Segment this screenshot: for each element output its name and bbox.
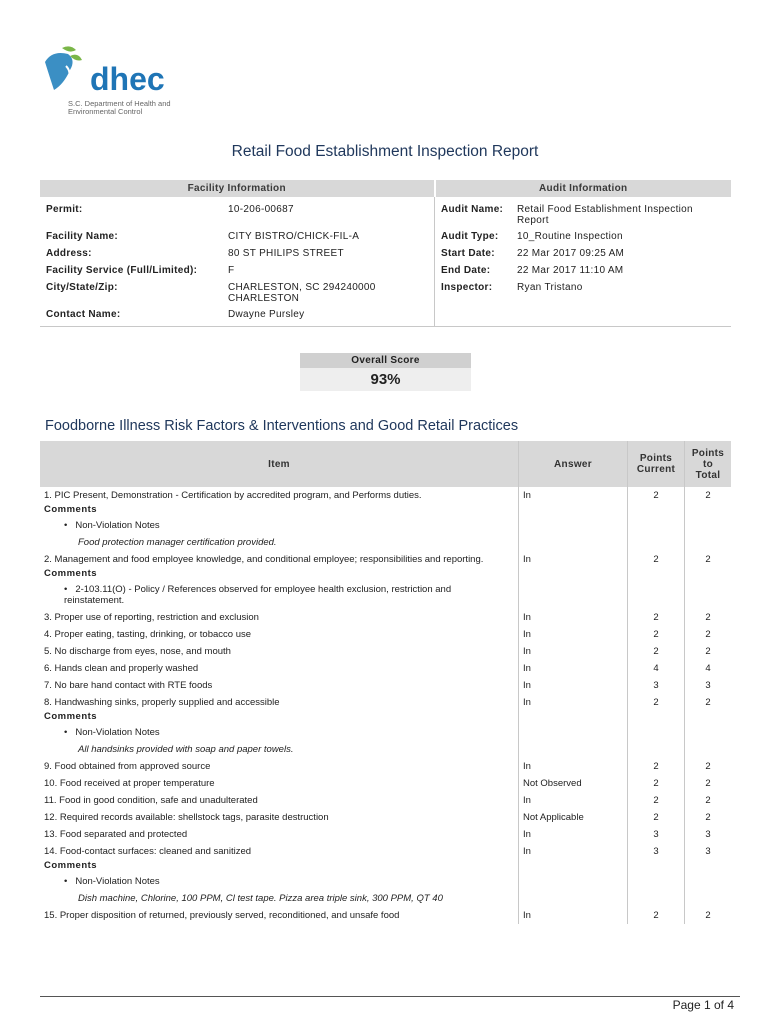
non-violation-notes: • Non-Violation Notes [44, 520, 514, 531]
col-points-total-header [685, 441, 732, 487]
col-points-current-line-2: Current [636, 464, 676, 475]
item-text: 10. Food received at proper temperature [44, 778, 215, 789]
col-answer-header: Answer [519, 441, 628, 487]
item-cell [40, 775, 519, 792]
answer-cell: In [519, 487, 628, 551]
item-cell [40, 826, 519, 843]
points-total-cell: 2 [685, 626, 732, 643]
table-row [40, 551, 731, 609]
item-text: 3. Proper use of reporting, restriction and exclusion [44, 612, 259, 623]
answer-cell: In [519, 758, 628, 775]
points-total-cell: 2 [685, 758, 732, 775]
note-text: Dish machine, Chlorine, 100 PPM, Cl test tape. Pizza area triple sink, 300 PPM, QT 40 [78, 893, 443, 904]
answer-cell: In [519, 694, 628, 758]
audit-label: End Date: [435, 262, 512, 279]
answer-cell: In [519, 826, 628, 843]
col-points-current-line-1: Points [639, 453, 673, 464]
answer-cell: In [519, 626, 628, 643]
comments-label: Comments [44, 504, 98, 515]
table-row [40, 792, 731, 809]
item-text: 15. Proper disposition of returned, previously served, reconditioned, and unsafe food [44, 910, 400, 921]
footer-divider [40, 996, 740, 997]
item-text: 7. No bare hand contact with RTE foods [44, 680, 213, 691]
audit-label: Start Date: [435, 245, 512, 262]
audit-value: Retail Food Establishment Inspection Report [517, 204, 693, 226]
item-text: 2. Management and food employee knowledge, and conditional employee; responsibilities and reporting. [44, 554, 484, 565]
facility-info-heading: Facility Information [40, 180, 435, 197]
item-text: 11. Food in good condition, safe and unadulterated [44, 795, 258, 806]
table-row [40, 626, 731, 643]
info-table [40, 180, 731, 327]
logo-subtitle-line-2: Environmental Control [68, 107, 143, 116]
points-current-cell: 2 [628, 758, 685, 775]
item-cell [40, 609, 519, 626]
facility-label: Facility Service (Full/Limited): [46, 265, 198, 276]
note-text: All handsinks provided with soap and paper towels. [78, 744, 294, 755]
answer-cell: In [519, 551, 628, 609]
table-row [40, 758, 731, 775]
points-total-cell: 2 [685, 643, 732, 660]
points-current-cell: 3 [628, 843, 685, 907]
facility-value: F [228, 265, 235, 276]
table-row [40, 609, 731, 626]
item-text: 4. Proper eating, tasting, drinking, or tobacco use [44, 629, 252, 640]
audit-info-heading: Audit Information [435, 180, 732, 197]
facility-value: Dwayne Pursley [222, 306, 435, 327]
answer-cell: In [519, 677, 628, 694]
points-current-cell: 2 [628, 694, 685, 758]
item-cell [40, 551, 519, 609]
points-current-cell: 3 [628, 677, 685, 694]
answer-cell: In [519, 660, 628, 677]
answer-cell: In [519, 907, 628, 924]
item-text: 1. PIC Present, Demonstration - Certification by accredited program, and Performs duties. [44, 490, 422, 501]
points-current-cell: 2 [628, 643, 685, 660]
table-row [40, 677, 731, 694]
logo-subtitle [68, 100, 171, 116]
report-title: Retail Food Establishment Inspection Report [231, 143, 539, 160]
points-total-cell: 4 [685, 660, 732, 677]
section-title: Foodborne Illness Risk Factors & Interventions and Good Retail Practices [45, 418, 519, 434]
item-cell [40, 843, 519, 907]
points-current-cell: 4 [628, 660, 685, 677]
logo-subtitle-line-1: S.C. Department of Health and [68, 99, 171, 108]
non-violation-notes: • Non-Violation Notes [44, 727, 514, 738]
logo-wordmark: dhec [90, 61, 165, 97]
item-text: 12. Required records available: shellstock tags, parasite destruction [44, 812, 329, 823]
audit-label: Inspector: [435, 279, 512, 306]
items-body [40, 487, 731, 924]
table-row [40, 843, 731, 907]
facility-label: Permit: [46, 204, 83, 215]
points-current-cell: 2 [628, 775, 685, 792]
points-current-cell: 2 [628, 626, 685, 643]
facility-label: Contact Name: [40, 306, 222, 327]
item-cell [40, 907, 519, 924]
non-violation-notes: • 2-103.11(O) - Policy / References observed for employee health exclusion, restriction and reinstatement. [44, 584, 514, 606]
answer-cell: In [519, 643, 628, 660]
comments-label: Comments [44, 711, 98, 722]
answer-cell: In [519, 792, 628, 809]
facility-label: Facility Name: [46, 231, 119, 242]
overall-score-value: 93% [300, 368, 471, 391]
points-total-cell: 3 [685, 843, 732, 907]
item-text: 14. Food-contact surfaces: cleaned and sanitized [44, 846, 252, 857]
answer-cell: In [519, 843, 628, 907]
comments-label: Comments [44, 860, 98, 871]
facility-value: 10-206-00687 [228, 204, 294, 215]
points-current-cell: 2 [628, 792, 685, 809]
points-current-cell: 2 [628, 609, 685, 626]
points-total-cell: 2 [685, 609, 732, 626]
item-text: 13. Food separated and protected [44, 829, 188, 840]
points-total-cell: 2 [685, 551, 732, 609]
non-violation-notes: • Non-Violation Notes [44, 876, 514, 887]
points-total-cell: 2 [685, 694, 732, 758]
table-row [40, 775, 731, 792]
item-text: 5. No discharge from eyes, nose, and mouth [44, 646, 231, 657]
answer-cell: In [519, 609, 628, 626]
points-current-cell: 2 [628, 809, 685, 826]
item-cell [40, 758, 519, 775]
audit-value: 22 Mar 2017 11:10 AM [517, 265, 624, 276]
page-number: Page 1 of 4 [672, 998, 734, 1012]
table-row [40, 643, 731, 660]
points-total-cell: 2 [685, 792, 732, 809]
item-cell [40, 487, 519, 551]
item-cell [40, 694, 519, 758]
points-current-cell: 2 [628, 487, 685, 551]
item-cell [40, 792, 519, 809]
table-row [40, 694, 731, 758]
audit-empty-cell [435, 306, 512, 327]
comments-label: Comments [44, 568, 98, 579]
note-text: Food protection manager certification provided. [78, 537, 277, 548]
points-total-cell: 3 [685, 826, 732, 843]
city: CHARLESTON [228, 293, 300, 304]
points-total-cell: 3 [685, 677, 732, 694]
facility-value [222, 279, 435, 306]
city-state-zip: CHARLESTON, SC 294240000 [228, 282, 376, 293]
item-cell [40, 643, 519, 660]
item-cell [40, 626, 519, 643]
overall-score-label: Overall Score [300, 353, 471, 368]
item-cell [40, 660, 519, 677]
col-points-current-header [628, 441, 685, 487]
points-total-cell: 2 [685, 907, 732, 924]
answer-cell: Not Applicable [519, 809, 628, 826]
overall-score [300, 353, 471, 391]
col-item-header: Item [40, 441, 519, 487]
facility-label: Address: [46, 248, 92, 259]
dhec-logo-mark [40, 42, 190, 102]
audit-value: 22 Mar 2017 09:25 AM [517, 248, 625, 259]
points-total-cell: 2 [685, 775, 732, 792]
points-current-cell: 2 [628, 907, 685, 924]
table-row [40, 660, 731, 677]
col-points-total-line-2: to [702, 458, 714, 470]
points-current-cell: 2 [628, 551, 685, 609]
item-cell [40, 809, 519, 826]
points-total-cell: 2 [685, 487, 732, 551]
table-row [40, 826, 731, 843]
answer-cell: Not Observed [519, 775, 628, 792]
facility-value: 80 ST PHILIPS STREET [228, 248, 344, 259]
item-text: 6. Hands clean and properly washed [44, 663, 199, 674]
col-points-total-line-3: Total [695, 469, 721, 481]
points-current-cell: 3 [628, 826, 685, 843]
item-text: 9. Food obtained from approved source [44, 761, 211, 772]
col-points-total-line-1: Points [691, 447, 725, 459]
facility-value: CITY BISTRO/CHICK-FIL-A [228, 231, 360, 242]
item-cell [40, 677, 519, 694]
table-row [40, 809, 731, 826]
audit-empty-cell [511, 306, 731, 327]
table-row [40, 907, 731, 924]
item-text: 8. Handwashing sinks, properly supplied and accessible [44, 697, 280, 708]
audit-value: 10_Routine Inspection [517, 231, 623, 242]
items-table [40, 441, 731, 924]
points-total-cell: 2 [685, 809, 732, 826]
audit-label: Audit Name: [435, 197, 512, 228]
table-row [40, 487, 731, 551]
facility-label: City/State/Zip: [46, 282, 118, 293]
audit-label: Audit Type: [435, 228, 512, 245]
audit-value: Ryan Tristano [517, 282, 583, 293]
